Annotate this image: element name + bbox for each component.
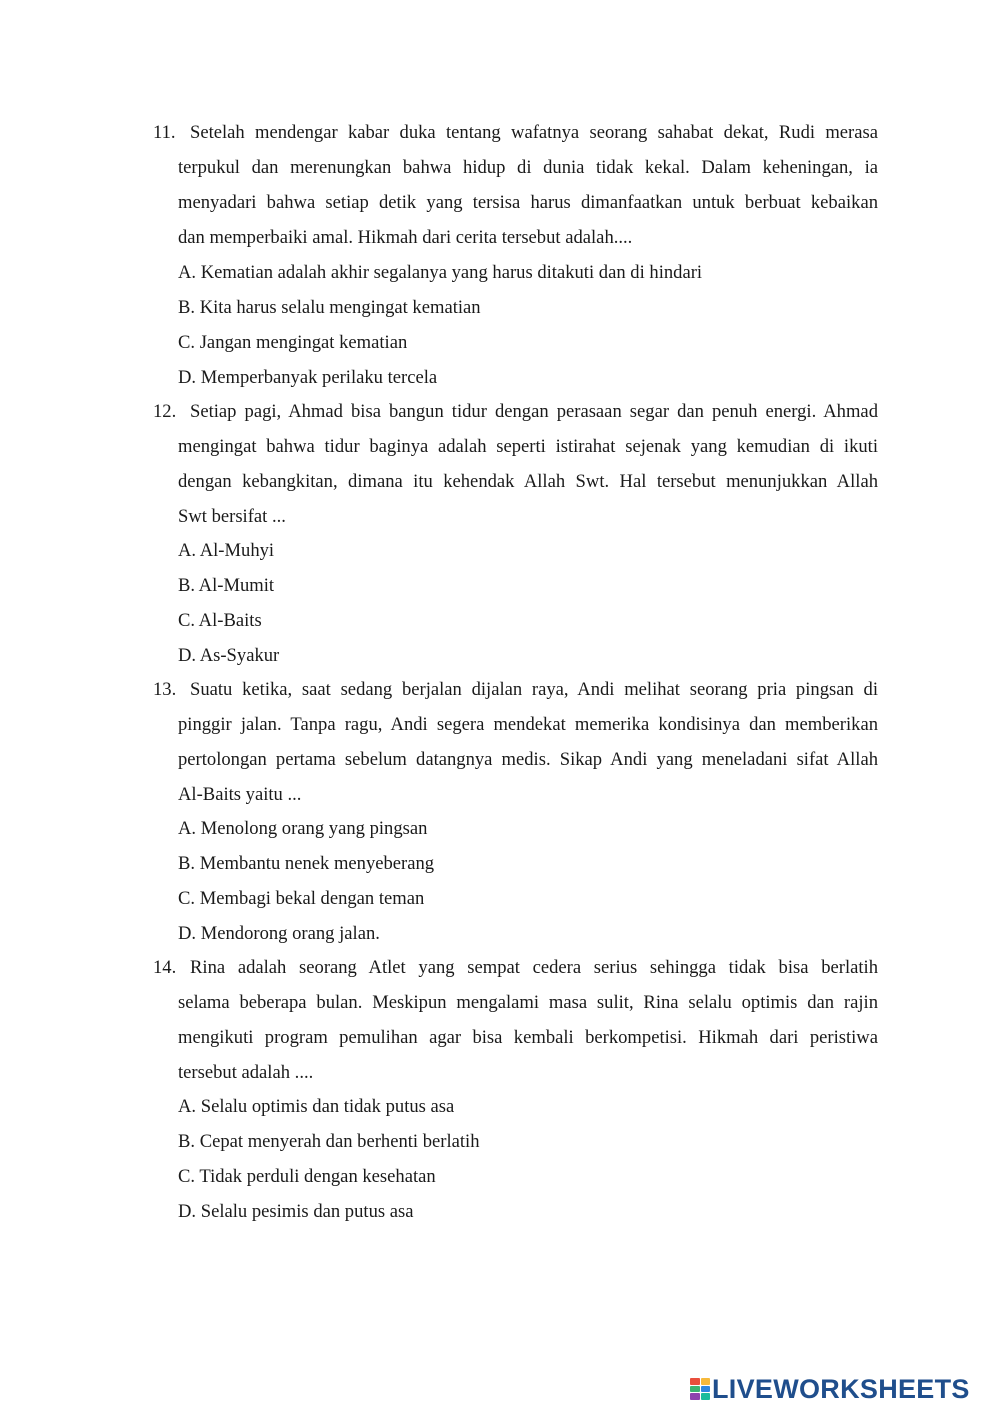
logo-tile [701, 1393, 711, 1400]
option-b[interactable]: B. Membantu nenek menyeberang [178, 853, 435, 874]
liveworksheets-brand [690, 1376, 970, 1402]
option-d[interactable]: D. Memperbanyak perilaku tercela [178, 367, 438, 388]
question-stem-line: Rina adalah seorang Atlet yang sempat cedera serius sehingga tidak bisa berlatih [190, 957, 878, 978]
option-b[interactable]: B. Kita harus selalu mengingat kematian [178, 297, 481, 318]
option-d[interactable]: D. Mendorong orang jalan. [178, 923, 380, 944]
option-a[interactable]: A. Al-Muhyi [178, 540, 275, 561]
logo-tile [701, 1386, 711, 1393]
question-stem-line: Swt bersifat ... [178, 506, 286, 527]
question-stem-line: Setiap pagi, Ahmad bisa bangun tidur dengan perasaan segar dan penuh energi. Ahmad [190, 401, 878, 422]
option-b[interactable]: B. Cepat menyerah dan berhenti berlatih [178, 1131, 480, 1152]
brand-text: LIVEWORKSHEETS [712, 1374, 970, 1404]
question-stem-line: terpukul dan merenungkan bahwa hidup di dunia tidak kekal. Dalam keheningan, ia [178, 157, 878, 178]
question-stem-line: menyadari bahwa setiap detik yang tersisa harus dimanfaatkan untuk berbuat kebaikan [178, 192, 878, 213]
option-c[interactable]: C. Jangan mengingat kematian [178, 332, 408, 353]
option-a[interactable]: A. Menolong orang yang pingsan [178, 818, 428, 839]
question-number: 13. [153, 679, 177, 700]
question-stem-line: tersebut adalah .... [178, 1062, 314, 1083]
question-stem-line: Al-Baits yaitu ... [178, 784, 302, 805]
option-c[interactable]: C. Tidak perduli dengan kesehatan [178, 1166, 436, 1187]
logo-tile [690, 1386, 700, 1393]
option-d[interactable]: D. Selalu pesimis dan putus asa [178, 1201, 414, 1222]
question-stem-line: dan memperbaiki amal. Hikmah dari cerita tersebut adalah.... [178, 227, 633, 248]
logo-tile [701, 1378, 711, 1385]
question-number: 11. [153, 122, 176, 143]
option-c[interactable]: C. Membagi bekal dengan teman [178, 888, 425, 909]
question-stem-line: Suatu ketika, saat sedang berjalan dijalan raya, Andi melihat seorang pria pingsan di [190, 679, 878, 700]
question-number: 14. [153, 957, 177, 978]
logo-tile [690, 1393, 700, 1400]
option-a[interactable]: A. Kematian adalah akhir segalanya yang harus ditakuti dan di hindari [178, 262, 703, 283]
question-stem-line: dengan kebangkitan, dimana itu kehendak Allah Swt. Hal tersebut menunjukkan Allah [178, 471, 878, 492]
option-c[interactable]: C. Al-Baits [178, 610, 262, 631]
question-stem-line: Setelah mendengar kabar duka tentang wafatnya seorang sahabat dekat, Rudi merasa [190, 122, 878, 143]
option-d[interactable]: D. As-Syakur [178, 645, 280, 666]
option-a[interactable]: A. Selalu optimis dan tidak putus asa [178, 1096, 455, 1117]
option-b[interactable]: B. Al-Mumit [178, 575, 275, 596]
logo-tile [690, 1378, 700, 1385]
question-stem-line: pinggir jalan. Tanpa ragu, Andi segera mendekat memerika kondisinya dan memberikan [178, 714, 878, 735]
liveworksheets-logo-icon [690, 1378, 710, 1400]
question-stem-line: mengingat bahwa tidur baginya adalah seperti istirahat sejenak yang kemudian di ikuti [178, 436, 878, 457]
question-number: 12. [153, 401, 177, 422]
question-stem-line: pertolongan pertama sebelum datangnya medis. Sikap Andi yang meneladani sifat Allah [178, 749, 878, 770]
question-stem-line: selama beberapa bulan. Meskipun mengalami masa sulit, Rina selalu optimis dan rajin [178, 992, 878, 1013]
question-stem-line: mengikuti program pemulihan agar bisa kembali berkompetisi. Hikmah dari peristiwa [178, 1027, 878, 1048]
